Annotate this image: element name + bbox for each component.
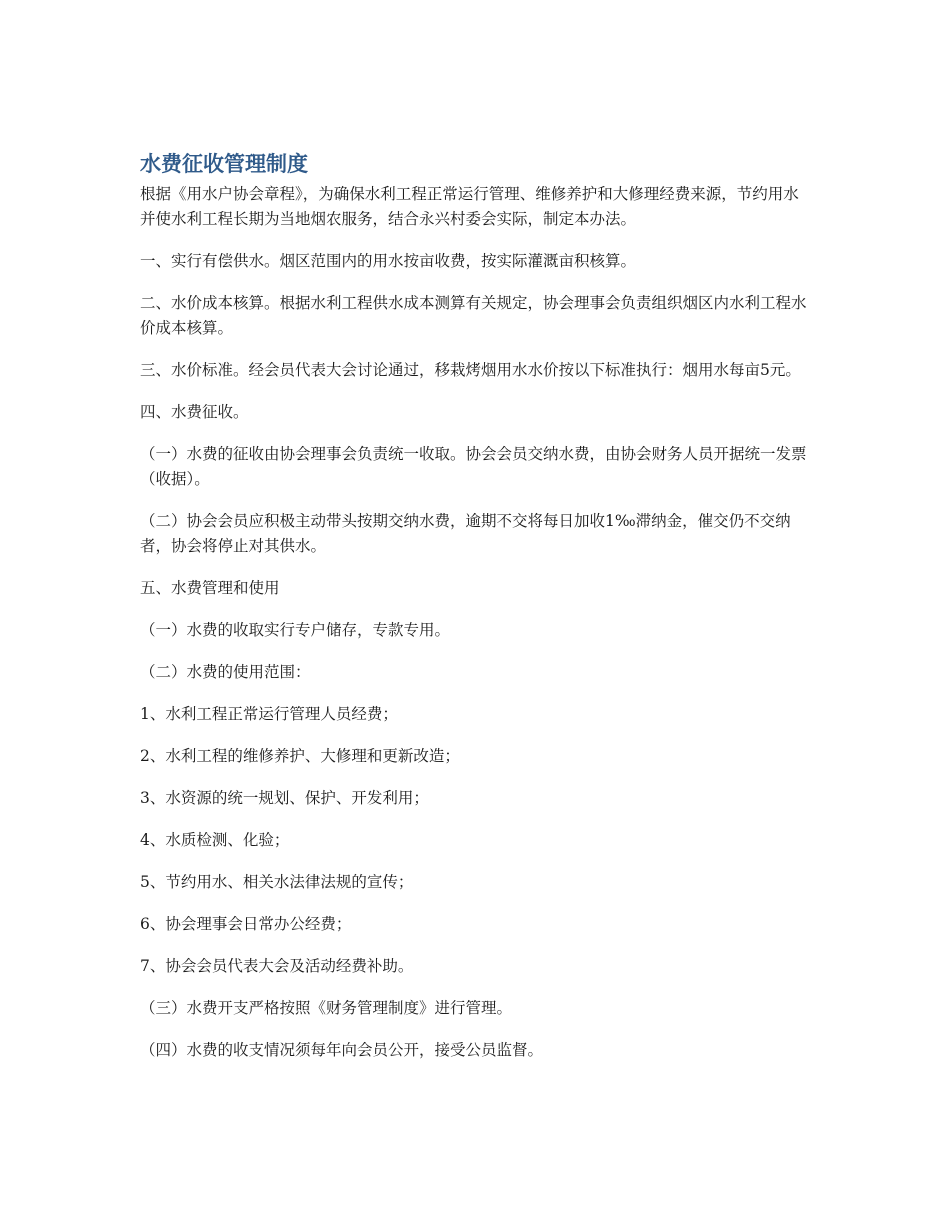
list-item: 6、协会理事会日常办公经费； — [140, 915, 352, 933]
paragraph: 二、水价成本核算。根据水利工程供水成本测算有关规定，协会理事会负责组织烟区内水利工程水价成本核算。 — [140, 294, 807, 337]
intro-paragraph: 根据《用水户协会章程》，为确保水利工程正常运行管理、维修养护和大修理经费来源，节约用水并使水利工程长期为当地烟农服务，结合永兴村委会实际，制定本办法。 — [140, 185, 799, 228]
paragraph: （二）协会会员应积极主动带头按期交纳水费，逾期不交将每日加收1‰滞纳金，催交仍不交纳者，协会将停止对其供水。 — [140, 512, 791, 555]
paragraph: （一）水费的收取实行专户储存，专款专用。 — [140, 621, 451, 639]
paragraph: 五、水费管理和使用 — [140, 579, 280, 597]
document-title: 水费征收管理制度 — [140, 152, 308, 176]
list-item: 3、水资源的统一规划、保护、开发利用； — [140, 789, 429, 807]
paragraph: 四、水费征收。 — [140, 403, 249, 421]
list-item: 1、水利工程正常运行管理人员经费； — [140, 705, 398, 723]
list-item: 5、节约用水、相关水法律法规的宣传； — [140, 873, 414, 891]
document-page — [140, 148, 810, 1080]
list-item: 7、协会会员代表大会及活动经费补助。 — [140, 957, 414, 975]
paragraph: 一、实行有偿供水。烟区范围内的用水按亩收费，按实际灌溉亩积核算。 — [140, 252, 637, 270]
paragraph: （四）水费的收支情况须每年向会员公开，接受公员监督。 — [140, 1041, 544, 1059]
paragraph: （二）水费的使用范围： — [140, 663, 311, 681]
list-item: 4、水质检测、化验； — [140, 831, 290, 849]
paragraph: 三、水价标准。经会员代表大会讨论通过，移栽烤烟用水水价按以下标准执行：烟用水每亩5元。 — [140, 361, 801, 379]
paragraph: （三）水费开支严格按照《财务管理制度》进行管理。 — [140, 999, 513, 1017]
list-item: 2、水利工程的维修养护、大修理和更新改造； — [140, 747, 460, 765]
paragraph: （一）水费的征收由协会理事会负责统一收取。协会会员交纳水费，由协会财务人员开据统一发票（收据）。 — [140, 445, 807, 488]
